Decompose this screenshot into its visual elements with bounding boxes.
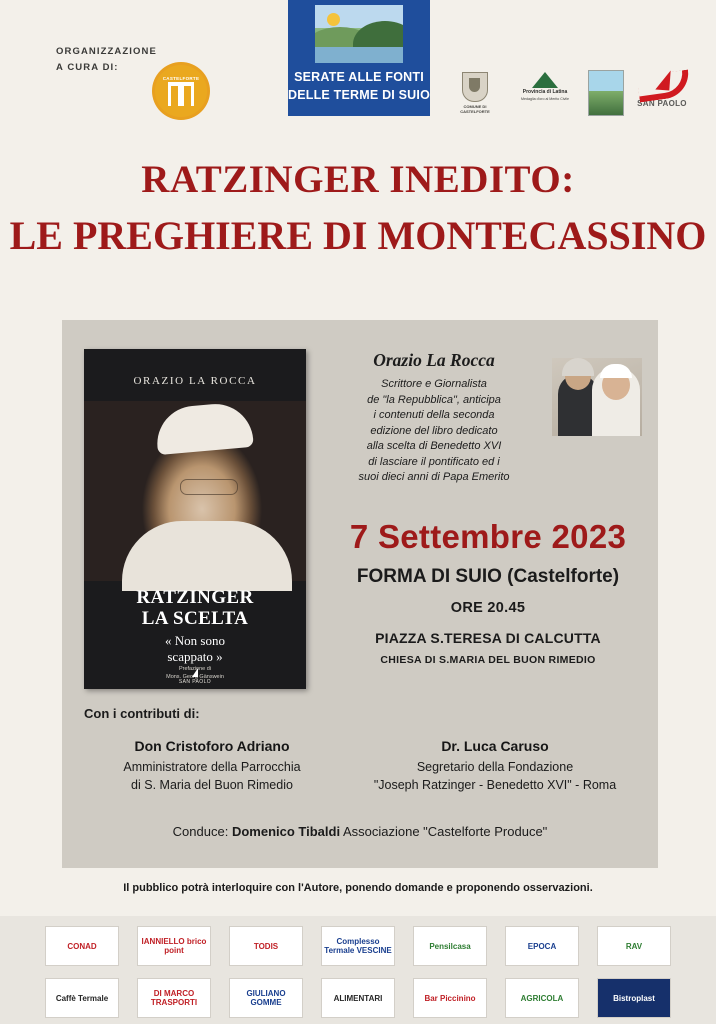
speaker-desc-line4: edizione del libro dedicato [370, 424, 498, 437]
pro-loco-circle-logo [152, 62, 210, 120]
sponsor-row-2 [0, 978, 716, 1018]
san-paolo-logo [630, 70, 694, 116]
sponsor-logo-di-marco-trasporti: DI MARCO TRASPORTI [137, 978, 211, 1018]
sun-icon [327, 13, 340, 26]
host-label: Conduce: [172, 824, 229, 839]
terme-di-suio-photo-logo [588, 70, 624, 116]
sponsor-logo-caffe-termale: Caffè Termale [45, 978, 119, 1018]
event-venue: CHIESA DI S.MARIA DEL BUON RIMEDIO [380, 654, 596, 666]
speaker-name: Orazio La Rocca [373, 350, 495, 370]
host-org: Associazione "Castelforte Produce" [342, 824, 548, 839]
main-panel [62, 320, 658, 868]
contributor-name: Dr. Luca Caruso [441, 738, 549, 754]
speaker-desc-line7: suoi dieci anni di Papa Emerito [358, 471, 510, 483]
speaker-desc-line5: alla scelta di Benedetto XVI [366, 440, 502, 452]
book-subtitle [84, 633, 306, 665]
castle-icon [168, 82, 194, 106]
speaker-desc-line6: di lasciare il pontificato ed i [368, 455, 500, 468]
book-publisher [84, 668, 306, 685]
robe-shape [122, 521, 292, 591]
event-time: ORE 20.45 [450, 600, 526, 616]
footer-note: Il pubblico potrà interloquire con l'Autore, ponendo domande e proponendo osservazioni. [123, 882, 593, 894]
landscape-icon [315, 5, 403, 63]
contributor-role-line1: Amministratore della Parrocchia [123, 760, 301, 774]
event-date: 7 Settembre 2023 [349, 518, 627, 555]
provincia-logo-line1: Provincia di Latina [522, 89, 568, 95]
speaker-with-pope-photo [552, 358, 642, 436]
zucchetto-shape [154, 401, 254, 455]
organizer-bar [0, 0, 716, 132]
bird-icon [532, 72, 558, 88]
page-title [0, 152, 716, 264]
speaker-desc-line2: de "la Repubblica", anticipa [367, 393, 501, 406]
glasses-shape [180, 479, 238, 495]
sail-shape [655, 70, 670, 91]
sponsor-logo-giuliano-gomme: GIULIANO GOMME [229, 978, 303, 1018]
organizer-label-line2: A CURA DI: [56, 62, 119, 73]
book-title-line1: RATZINGER [136, 587, 254, 608]
sponsor-row-1 [0, 926, 716, 966]
sponsor-logo-conad: CONAD [45, 926, 119, 966]
book-publisher-label: SAN PAOLO [178, 679, 212, 685]
sponsor-logo-agricola: AGRICOLA [505, 978, 579, 1018]
host-name: Domenico Tibaldi [231, 824, 341, 839]
host-line [62, 824, 658, 839]
sponsor-logo-todis: TODIS [229, 926, 303, 966]
provincia-logo-line2: Medaglia d'oro al Merito Civile [520, 97, 570, 101]
serate-logo-line2: DELLE TERME DI SUIO [288, 88, 431, 102]
organizer-label [56, 44, 157, 76]
pro-loco-logo-text: CASTELFORTE [162, 76, 200, 81]
contributor-role-line2: "Joseph Ratzinger - Benedetto XVI" - Roma [373, 778, 617, 792]
person-pope-shape [592, 368, 640, 436]
event-place: FORMA DI SUIO (Castelforte) [356, 566, 620, 587]
sponsor-strip [0, 916, 716, 1024]
book-subtitle-line2: scappato » [167, 649, 223, 664]
water-shape [315, 47, 403, 63]
speaker-block [334, 350, 534, 486]
sponsor-logo-bisto-plast: Bistroplast [597, 978, 671, 1018]
sponsor-logo-alimentari: ALIMENTARI [321, 978, 395, 1018]
book-author: ORAZIO LA ROCCA [133, 375, 257, 387]
book-subtitle-line1: « Non sono [165, 633, 225, 648]
book-cover [84, 349, 306, 689]
contributor-name: Don Cristoforo Adriano [134, 738, 290, 754]
contributors-label: Con i contributi di: [84, 706, 200, 721]
contributor-role-line2: di S. Maria del Buon Rimedio [131, 778, 293, 792]
contributor-role-line1: Segretario della Fondazione [416, 760, 574, 774]
benedict-portrait-image [84, 401, 306, 581]
speaker-description [334, 377, 534, 486]
organizer-label-line1: ORGANIZZAZIONE [56, 46, 157, 57]
contributor-item [82, 738, 342, 794]
sail-icon [192, 668, 198, 677]
sail-icon [634, 70, 690, 98]
book-preface-line2: Mons. Georg Gänswein [166, 674, 224, 680]
sponsor-logo-vescine: Complesso Termale VESCINE [321, 926, 395, 966]
pro-loco-logo-inner [155, 65, 207, 117]
book-title [84, 587, 306, 629]
comune-logo-caption: COMUNE DI CASTELFORTE [460, 104, 490, 114]
serate-logo-line1: SERATE ALLE FONTI [294, 70, 424, 84]
shield-icon [462, 72, 488, 102]
event-address: PIAZZA S.TERESA DI CALCUTTA [375, 630, 601, 646]
sponsor-logo-epoca: EPOCA [505, 926, 579, 966]
speaker-desc-line1: Scrittore e Giornalista [381, 378, 487, 390]
contributor-item [352, 738, 638, 794]
title-line-1: RATZINGER INEDITO: [141, 158, 575, 201]
contributor-role [352, 758, 638, 794]
speaker-desc-line3: i contenuti della seconda [373, 409, 495, 421]
sponsor-logo-pensilcasa: Pensilcasa [413, 926, 487, 966]
book-title-line2: LA SCELTA [141, 608, 249, 629]
provincia-di-latina-logo [512, 70, 578, 118]
contributor-role [82, 758, 342, 794]
san-paolo-logo-caption: SAN PAOLO [637, 99, 687, 108]
comune-di-castelforte-logo [452, 72, 498, 118]
sponsor-logo-ianniello: IANNIELLO brico point [137, 926, 211, 966]
sponsor-logo-rav: RAV [597, 926, 671, 966]
serate-alle-fonti-logo [288, 0, 430, 116]
sponsor-logo-bar-piccinino: Bar Piccinino [413, 978, 487, 1018]
title-line-2: LE PREGHIERE DI MONTECASSINO [9, 213, 707, 258]
book-preface-line1: Prefazione di [178, 666, 212, 672]
